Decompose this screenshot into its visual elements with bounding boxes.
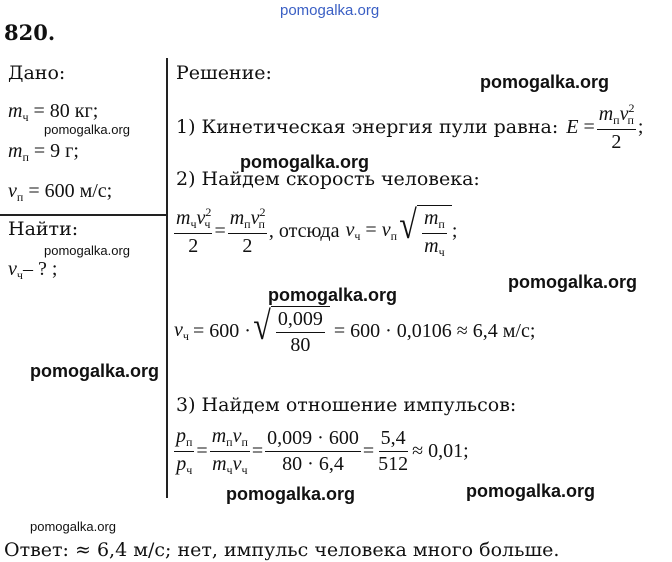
watermark-large: pomogalka.org [480,72,610,92]
step2-title: 2) Найдем скорость человека: [176,168,480,190]
step3-title: 3) Найдем отношение импульсов: [176,394,517,416]
divider-horizontal [0,214,166,216]
watermark-large: pomogalka.org [508,272,638,292]
kinetic-energy-fraction: $\frac{m_пv^2_п}{2}$ [598,101,635,153]
problem-number: 820. [4,20,56,45]
given-m-man: $m_ч = 80$ кг; [8,100,99,124]
given-v-bullet: $v_п = 600$ м/с; [8,180,113,204]
answer: Ответ: ≈ 6,4 м/с; нет, импульс человека много больше. [4,539,560,561]
given-m-bullet: $m_п = 9$ г; [8,140,79,164]
watermark-large: pomogalka.org [466,481,596,501]
watermark-large: pomogalka.org [240,152,370,172]
step3-equation: $\frac{p_п}{p_ч}$ = $\frac{m_пv_п}{m_чv_ч}$ = $\frac{0,009 \cdot 600}{80 \cdot 6,4}$ = $\frac{5,4}{512}$ ≈ 0,01; [176,425,469,477]
watermark-small: pomogalka.org [44,243,130,258]
watermark-small: pomogalka.org [30,519,116,534]
watermark-large: pomogalka.org [226,484,356,504]
watermark-large: pomogalka.org [30,361,160,381]
step2-equation: $\frac{m_чv^2_ч}{2}$ = $\frac{m_пv^2_п}{2}$ , отсюда $v_ч = v_п$ √ $\frac{m_п}{m_ч}$ ; [176,202,458,259]
step1: 1) Кинетическая энергия пули равна: E = $\frac{m_пv^2_п}{2}$ ; [176,101,644,153]
find-unknown: $v_ч-$ ? ; [8,258,58,282]
watermark-top: pomogalka.org [280,2,380,19]
watermark-small: pomogalka.org [44,122,130,137]
solution-title: Решение: [176,62,272,84]
watermark-large: pomogalka.org [268,285,398,305]
divider-vertical [166,58,168,498]
step2-calculation: $v_ч$ = 600 · √ $\frac{0,009}{80}$ = 600 · 0,0106 ≈ 6,4 м/с; [174,303,536,356]
given-title: Дано: [8,62,66,84]
find-title: Найти: [8,218,79,240]
